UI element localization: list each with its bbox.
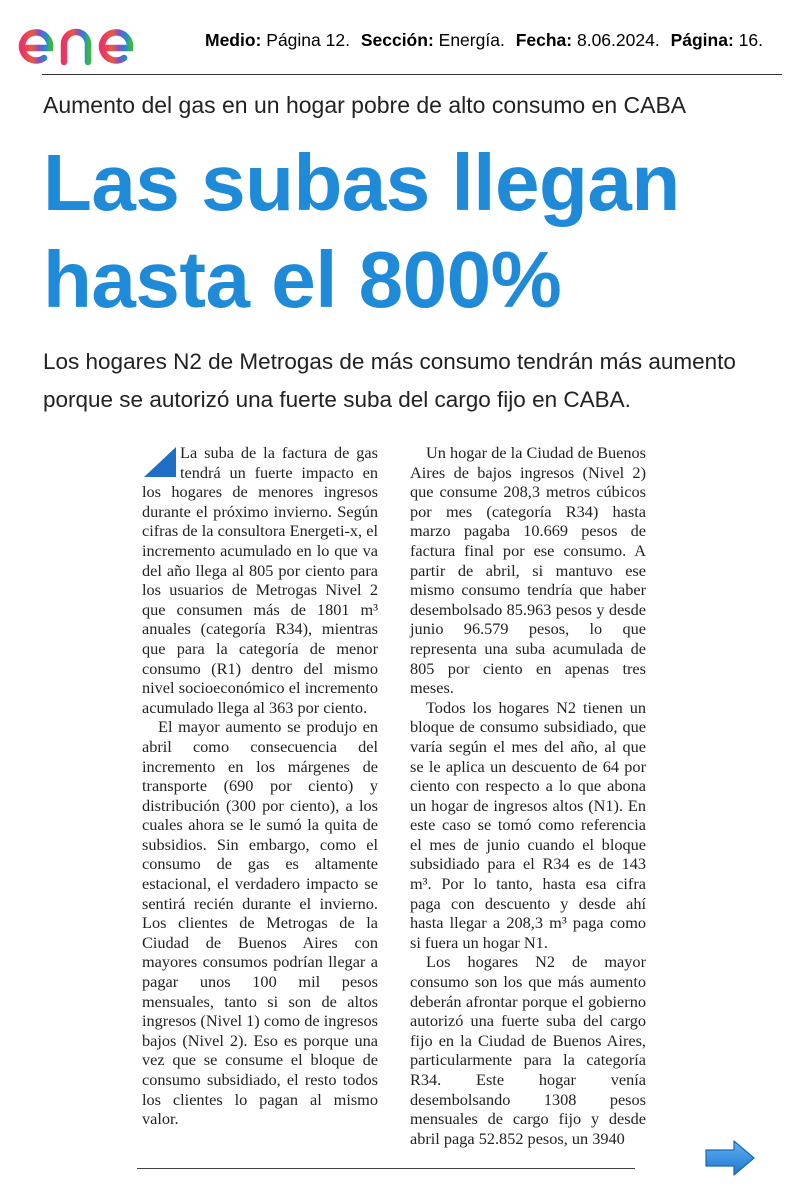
paragraph	[142, 443, 378, 717]
footer-divider	[137, 1168, 635, 1169]
medio-value: Página 12.	[266, 30, 350, 50]
article-deck: Los hogares N2 de Metrogas de más consumo tendrán más aumento porque se autorizó una fuerte suba del cargo fijo en CABA.	[43, 349, 736, 412]
fecha-value: 8.06.2024.	[576, 30, 660, 50]
paragraph: Un hogar de la Ciudad de Buenos Aires de bajos ingresos (Nivel 2) que consume 208,3 metros cúbicos por mes (categoría R34) hasta marzo pagaba 10.669 pesos de factura final por ese consumo. A partir de abril, si mantuvo ese mismo consumo tendría que haber desembolsado 85.963 pesos y desde junio 96.579 pesos, lo que representa una suba acumulada de 805 por ciento en apenas tres meses.	[410, 443, 646, 698]
paragraph-text: La suba de la factura de gas tendrá un fuerte impacto en los hogares de menores ingresos durante el próximo invierno. Según cifras de la consultora Energeti-x, el incremento acumulado en lo que va del año llega al 805 por ciento para los usuarios de Metrogas Nivel 2 que consumen más de 1801 m³ anuales (categoría R34), mientras que para la categoría de menor consumo (R1) dentro del mismo nivel socioeconómico el incremento acumulado llega al 363 por ciento.	[142, 443, 378, 717]
seccion-label: Sección:	[360, 30, 434, 50]
triangle-marker-icon	[142, 447, 176, 477]
article-headline: Las subas llegan hasta el 800%	[43, 138, 680, 324]
source-info	[205, 30, 763, 51]
paragraph: El mayor aumento se produjo en abril como consecuencia del incremento en los márgenes de transporte (690 por ciento) y distribución (300 por ciento), a los cuales ahora se le sumó la quita de subsidios. Sin embargo, como el consumo de gas es altamente estacional, el verdadero impacto se sentirá recién durante el invierno. Los clientes de Metrogas de la Ciudad de Buenos Aires con mayores consumos podrían llegar a pagar unos 100 mil pesos mensuales, tanto si son de altos ingresos (Nivel 1) como de ingresos bajos (Nivel 2). Eso es porque una vez que se consume el bloque de consumo subsidiado, el resto todos los clientes lo pagan al mismo valor.	[142, 717, 378, 1129]
article-column-right	[410, 443, 646, 1148]
pagina-label: Página:	[670, 30, 734, 50]
fecha-label: Fecha:	[515, 30, 573, 50]
paragraph: Los hogares N2 de mayor consumo son los que más aumento deberán afrontar porque el gobierno autorizó una fuerte suba del cargo fijo en la Ciudad de Buenos Aires, particularmente para la categoría R34. Este hogar venía desembolsando 1308 pesos mensuales de cargo fijo y desde abril paga 52.852 pesos, un 3940	[410, 952, 646, 1148]
article-kicker: Aumento del gas en un hogar pobre de alto consumo en CABA	[43, 92, 687, 118]
header-divider	[42, 74, 782, 75]
medio-label: Medio:	[205, 30, 262, 50]
pagina-value: 16.	[738, 30, 763, 50]
paragraph: Todos los hogares N2 tienen un bloque de consumo subsidiado, que varía según el mes del año, al que se le aplica un descuento de 64 por ciento con respecto a lo que abona un hogar de ingresos altos (N1). En este caso se tomó como referencia el mes de junio cuando el bloque subsidiado para el R34 es de 143 m³. Por lo tanto, hasta esa cifra paga con descuento y desde ahí hasta llegar a 208,3 m³ paga como si fuera un hogar N1.	[410, 697, 646, 952]
right-arrow-icon[interactable]	[704, 1139, 756, 1177]
seccion-value: Energía.	[438, 30, 505, 50]
enel-logo	[14, 8, 182, 68]
article-column-left	[142, 443, 378, 1133]
